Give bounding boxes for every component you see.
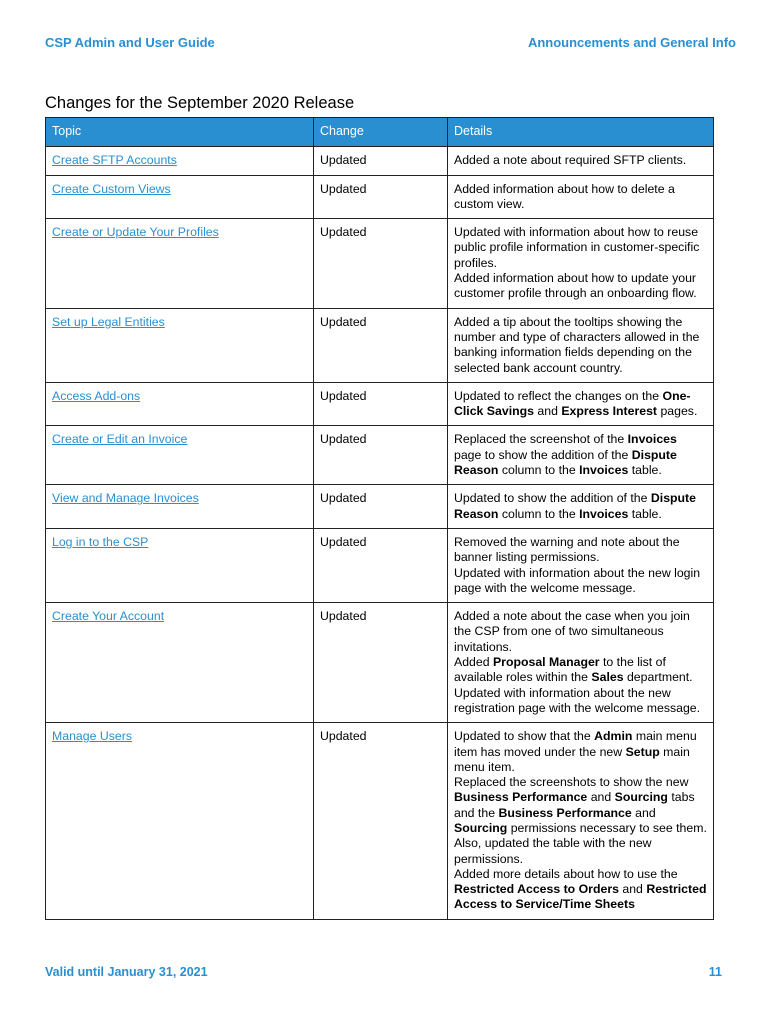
change-cell: Updated bbox=[314, 219, 448, 308]
details-cell bbox=[448, 485, 714, 529]
details-text: table. bbox=[628, 506, 662, 521]
details-text: column to the bbox=[498, 463, 580, 478]
details-paragraph bbox=[454, 867, 707, 913]
column-header-topic: Topic bbox=[46, 118, 314, 147]
topic-link[interactable]: Create Your Account bbox=[52, 609, 165, 624]
page-number: 11 bbox=[708, 965, 722, 979]
details-bold-term: Dispute Reason bbox=[454, 491, 696, 521]
details-text: Added a note about required SFTP clients. bbox=[454, 153, 687, 168]
details-text: column to the bbox=[498, 506, 580, 521]
table-body bbox=[46, 147, 714, 919]
topic-link[interactable]: Create or Update Your Profiles bbox=[52, 225, 219, 240]
header-section-title: Announcements and General Info bbox=[527, 35, 736, 50]
details-bold-term: Sales bbox=[591, 670, 624, 685]
table-row bbox=[46, 426, 714, 485]
details-text: Added a note about the case when you join the CSP from one of two simultaneous invitations. bbox=[454, 609, 690, 654]
details-paragraph bbox=[454, 655, 707, 686]
details-bold-term: Sourcing bbox=[614, 790, 668, 805]
details-text: Removed the warning and note about the banner listing permissions. bbox=[454, 534, 680, 565]
topic-cell bbox=[46, 308, 314, 382]
column-header-change: Change bbox=[314, 118, 448, 147]
details-text: Updated to show that the bbox=[454, 729, 595, 744]
change-cell: Updated bbox=[314, 485, 448, 529]
topic-cell bbox=[46, 175, 314, 219]
changes-table bbox=[45, 117, 714, 920]
topic-link[interactable]: Manage Users bbox=[52, 729, 132, 744]
details-text: Replaced the screenshots to show the new bbox=[454, 775, 689, 790]
details-text: Added more details about how to use the bbox=[454, 866, 678, 881]
details-cell bbox=[448, 175, 714, 219]
topic-link[interactable]: Access Add-ons bbox=[52, 388, 141, 403]
details-paragraph bbox=[454, 271, 707, 302]
details-paragraph bbox=[454, 182, 707, 213]
details-text: table. bbox=[628, 463, 662, 478]
details-bold-term: Dispute Reason bbox=[454, 447, 677, 478]
details-paragraph bbox=[454, 609, 707, 655]
details-bold-term: Proposal Manager bbox=[492, 655, 600, 670]
details-text: and bbox=[533, 404, 562, 419]
table-row bbox=[46, 603, 714, 723]
details-text: Updated to reflect the changes on the bbox=[454, 388, 663, 403]
details-text: Updated with information about the new login page with the welcome message. bbox=[454, 565, 701, 595]
details-text: pages. bbox=[657, 404, 698, 419]
details-cell bbox=[448, 147, 714, 175]
details-bold-term: Business Performance bbox=[498, 805, 632, 820]
topic-link[interactable]: View and Manage Invoices bbox=[52, 491, 199, 506]
change-cell: Updated bbox=[314, 147, 448, 175]
topic-cell bbox=[46, 485, 314, 529]
details-text: Added information about how to delete a custom view. bbox=[454, 181, 675, 211]
details-bold-term: Invoices bbox=[579, 506, 629, 521]
details-text: page to show the addition of the bbox=[454, 447, 632, 462]
details-bold-term: Invoices bbox=[579, 463, 629, 478]
table-row bbox=[46, 175, 714, 219]
table-row bbox=[46, 147, 714, 175]
details-text: to the list of available roles within the bbox=[454, 655, 666, 685]
table-row bbox=[46, 219, 714, 308]
details-paragraph bbox=[454, 153, 707, 168]
details-paragraph bbox=[454, 535, 707, 566]
topic-link[interactable]: Set up Legal Entities bbox=[52, 314, 165, 329]
topic-cell bbox=[46, 723, 314, 920]
topic-link[interactable]: Create SFTP Accounts bbox=[52, 153, 177, 168]
details-bold-term: Setup bbox=[625, 744, 660, 759]
change-cell: Updated bbox=[314, 426, 448, 485]
details-text: permissions necessary to see them. Also, updated the table with the new permissions. bbox=[454, 820, 707, 866]
change-cell: Updated bbox=[314, 382, 448, 426]
change-cell: Updated bbox=[314, 723, 448, 920]
topic-link[interactable]: Create Custom Views bbox=[52, 181, 171, 196]
details-text: main menu item. bbox=[454, 744, 690, 774]
details-paragraph bbox=[454, 315, 707, 376]
details-cell bbox=[448, 603, 714, 723]
footer-validity: Valid until January 31, 2021 bbox=[45, 965, 208, 979]
details-text: and bbox=[631, 805, 656, 820]
details-text: Replaced the screenshot of the bbox=[454, 432, 628, 447]
details-paragraph bbox=[454, 225, 707, 271]
details-text: and bbox=[587, 790, 615, 805]
table-row bbox=[46, 528, 714, 602]
topic-link[interactable]: Log in to the CSP bbox=[52, 534, 149, 549]
change-cell: Updated bbox=[314, 175, 448, 219]
topic-link[interactable]: Create or Edit an Invoice bbox=[52, 432, 188, 447]
details-text: tabs and the bbox=[454, 790, 695, 820]
details-cell bbox=[448, 528, 714, 602]
details-bold-term: Admin bbox=[594, 729, 633, 744]
details-cell bbox=[448, 219, 714, 308]
details-bold-term: Express Interest bbox=[561, 404, 658, 419]
details-paragraph bbox=[454, 729, 707, 775]
details-paragraph bbox=[454, 686, 707, 717]
table-header-row bbox=[46, 118, 714, 147]
details-bold-term: Invoices bbox=[627, 432, 677, 447]
details-text: and bbox=[618, 882, 647, 897]
details-bold-term: Business Performance bbox=[454, 790, 588, 805]
details-bold-term: One-Click Savings bbox=[454, 388, 691, 419]
header-doc-title: CSP Admin and User Guide bbox=[45, 35, 215, 50]
table-row bbox=[46, 723, 714, 920]
details-text: Updated with information about the new registration page with the welcome message. bbox=[454, 685, 701, 715]
change-cell: Updated bbox=[314, 528, 448, 602]
change-cell: Updated bbox=[314, 603, 448, 723]
table-row bbox=[46, 308, 714, 382]
topic-cell bbox=[46, 147, 314, 175]
table-row bbox=[46, 382, 714, 426]
details-cell bbox=[448, 426, 714, 485]
details-text: main menu item has moved under the new bbox=[454, 729, 697, 759]
details-paragraph bbox=[454, 491, 707, 522]
topic-cell bbox=[46, 219, 314, 308]
details-text: Updated to show the addition of the bbox=[454, 491, 651, 506]
details-paragraph bbox=[454, 389, 707, 420]
details-paragraph bbox=[454, 775, 707, 867]
details-text: department. bbox=[623, 670, 693, 685]
column-header-details: Details bbox=[448, 118, 714, 147]
details-text: Added a tip about the tooltips showing the number and type of characters allowed in the banking information fields depending on the selected bank account country. bbox=[454, 314, 700, 375]
details-bold-term: Sourcing bbox=[454, 820, 508, 835]
details-cell bbox=[448, 308, 714, 382]
details-paragraph bbox=[454, 566, 707, 597]
change-cell: Updated bbox=[314, 308, 448, 382]
details-cell bbox=[448, 382, 714, 426]
topic-cell bbox=[46, 603, 314, 723]
details-cell bbox=[448, 723, 714, 920]
details-bold-term: Restricted Access to Service/Time Sheets bbox=[454, 882, 707, 912]
details-paragraph bbox=[454, 432, 707, 478]
topic-cell bbox=[46, 426, 314, 485]
details-text: Updated with information about how to reuse public profile information in customer-specific profiles. bbox=[454, 225, 700, 270]
details-bold-term: Restricted Access to Orders bbox=[454, 882, 619, 897]
details-text: Added information about how to update your customer profile through an onboarding flow. bbox=[454, 271, 697, 301]
topic-cell bbox=[46, 382, 314, 426]
page-title: Changes for the September 2020 Release bbox=[45, 94, 355, 112]
table-row bbox=[46, 485, 714, 529]
details-text: Added bbox=[454, 655, 493, 670]
topic-cell bbox=[46, 528, 314, 602]
